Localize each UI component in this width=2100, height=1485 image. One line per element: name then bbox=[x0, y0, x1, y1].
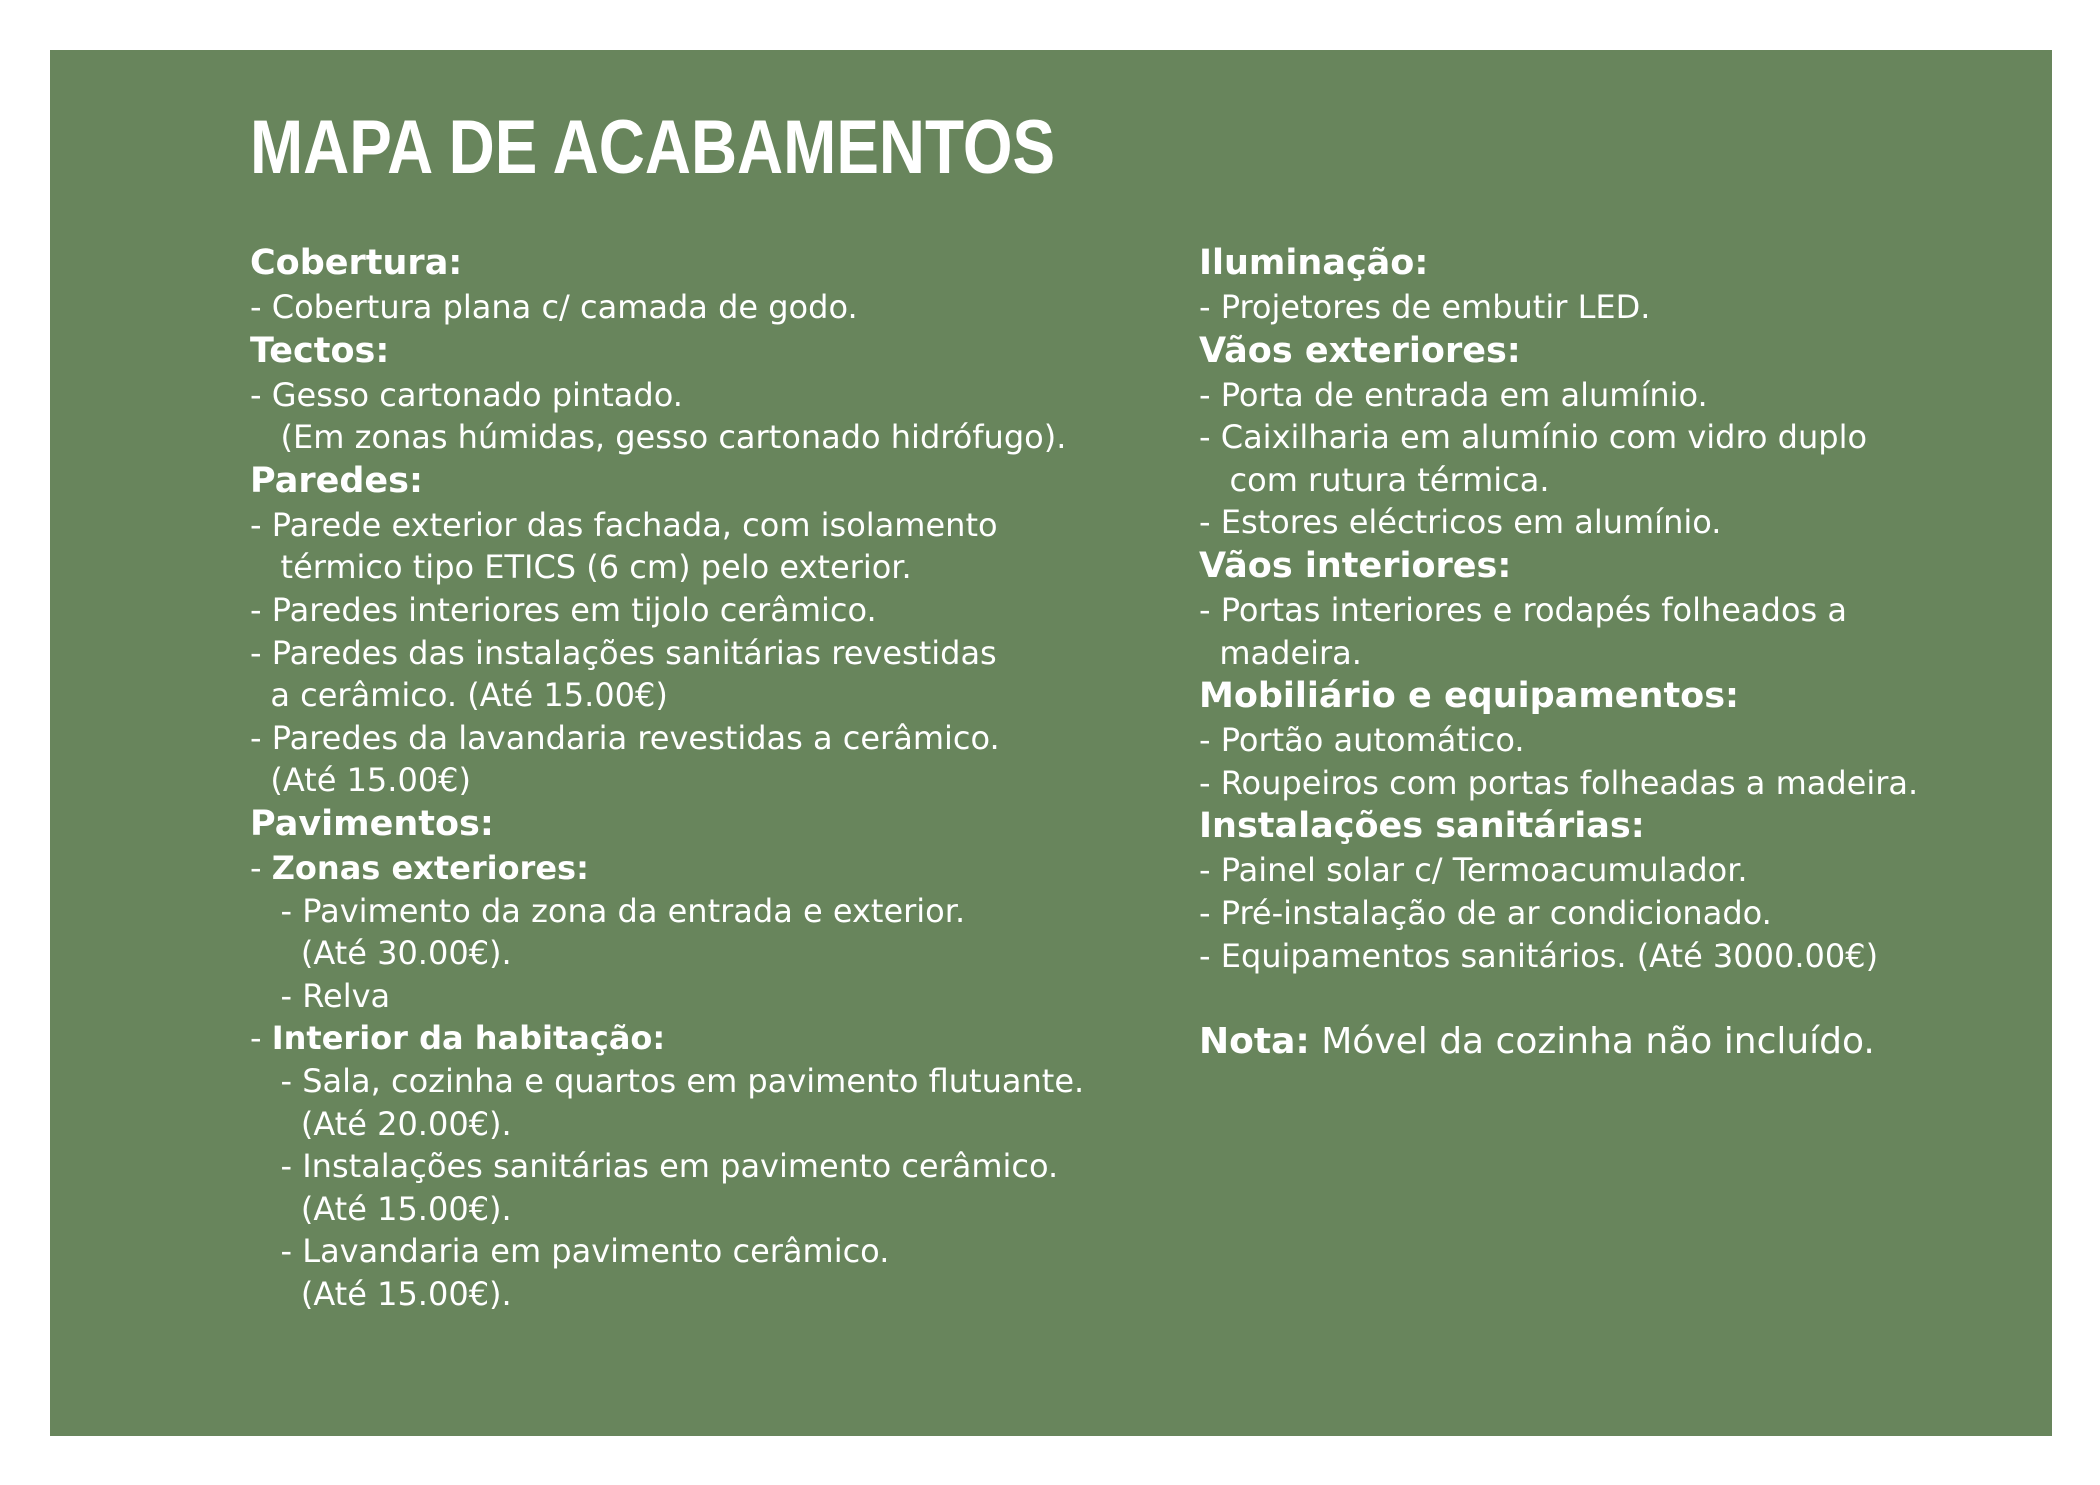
vaos-exteriores-line: - Porta de entrada em alumínio. bbox=[1199, 375, 1708, 414]
tectos-line: - Gesso cartonado pintado. bbox=[250, 375, 683, 414]
note-text: Móvel da cozinha não incluído. bbox=[1309, 1021, 1875, 1063]
instalacoes-line: - Equipamentos sanitários. (Até 3000.00€) bbox=[1199, 936, 1879, 975]
pavimentos-line: - Pavimento da zona da entrada e exterior. bbox=[250, 891, 966, 930]
paredes-line: - Paredes interiores em tijolo cerâmico. bbox=[250, 590, 877, 629]
section-heading-pavimentos: Pavimentos: bbox=[250, 803, 494, 844]
section-heading-tectos: Tectos: bbox=[250, 330, 390, 371]
paredes-line: - Paredes da lavandaria revestidas a cerâmico. bbox=[250, 718, 1000, 757]
section-heading-vaos-interiores: Vãos interiores: bbox=[1199, 545, 1512, 586]
subsection-label-zonas-exteriores: Zonas exteriores: bbox=[271, 848, 589, 887]
vaos-interiores-line: madeira. bbox=[1199, 633, 1362, 672]
note bbox=[1199, 1019, 2019, 1065]
tectos-line: (Em zonas húmidas, gesso cartonado hidrófugo). bbox=[250, 418, 1067, 457]
paredes-line: a cerâmico. (Até 15.00€) bbox=[250, 676, 668, 715]
iluminacao-line: - Projetores de embutir LED. bbox=[1199, 288, 1651, 326]
page-title: MAPA DE ACABAMENTOS bbox=[250, 105, 1056, 190]
paredes-line: térmico tipo ETICS (6 cm) pelo exterior. bbox=[250, 548, 912, 587]
paredes-line: - Paredes das instalações sanitárias revestidas bbox=[250, 633, 997, 672]
section-heading-paredes: Paredes: bbox=[250, 460, 423, 501]
right-column bbox=[1199, 241, 2019, 1065]
vaos-exteriores-line: - Estores eléctricos em alumínio. bbox=[1199, 503, 1722, 542]
section-heading-instalacoes: Instalações sanitárias: bbox=[1199, 806, 1645, 847]
vaos-exteriores-line: com rutura térmica. bbox=[1199, 460, 1550, 499]
instalacoes-line: - Pré-instalação de ar condicionado. bbox=[1199, 893, 1772, 932]
left-column bbox=[250, 241, 1130, 1315]
mobiliario-line: - Portão automático. bbox=[1199, 721, 1525, 760]
instalacoes-line: - Painel solar c/ Termoacumulador. bbox=[1199, 851, 1748, 890]
vaos-interiores-line: - Portas interiores e rodapés folheados a bbox=[1199, 590, 1847, 629]
pavimentos-line: - Lavandaria em pavimento cerâmico. bbox=[250, 1232, 890, 1271]
paredes-line: (Até 15.00€) bbox=[250, 761, 472, 800]
paredes-line: - Parede exterior das fachada, com isolamento bbox=[250, 505, 998, 544]
section-heading-mobiliario: Mobiliário e equipamentos: bbox=[1199, 676, 1740, 717]
pavimentos-line: (Até 30.00€). bbox=[250, 934, 512, 973]
mobiliario-line: - Roupeiros com portas folheadas a madeira. bbox=[1199, 763, 1919, 802]
spacer bbox=[1199, 977, 2019, 1019]
vaos-exteriores-line: - Caixilharia em alumínio com vidro duplo bbox=[1199, 418, 1868, 457]
pavimentos-line: - Instalações sanitárias em pavimento cerâmico. bbox=[250, 1147, 1059, 1186]
pavimentos-line: (Até 15.00€). bbox=[250, 1189, 512, 1228]
pavimentos-line: (Até 15.00€). bbox=[250, 1274, 512, 1313]
pavimentos-line: (Até 20.00€). bbox=[250, 1104, 512, 1143]
cobertura-line: - Cobertura plana c/ camada de godo. bbox=[250, 288, 858, 326]
subsection-label-interior: Interior da habitação: bbox=[271, 1019, 666, 1058]
section-heading-vaos-exteriores: Vãos exteriores: bbox=[1199, 330, 1521, 371]
pavimentos-line: - Sala, cozinha e quartos em pavimento flutuante. bbox=[250, 1061, 1085, 1100]
bullet-prefix: - bbox=[250, 848, 272, 887]
section-heading-cobertura: Cobertura: bbox=[250, 243, 463, 283]
subsection-zonas-exteriores bbox=[250, 847, 1130, 890]
subsection-interior bbox=[250, 1017, 1130, 1060]
bullet-prefix: - bbox=[250, 1019, 272, 1058]
pavimentos-line: - Relva bbox=[250, 976, 391, 1015]
note-label: Nota: bbox=[1199, 1021, 1310, 1063]
section-heading-iluminacao: Iluminação: bbox=[1199, 243, 1429, 283]
